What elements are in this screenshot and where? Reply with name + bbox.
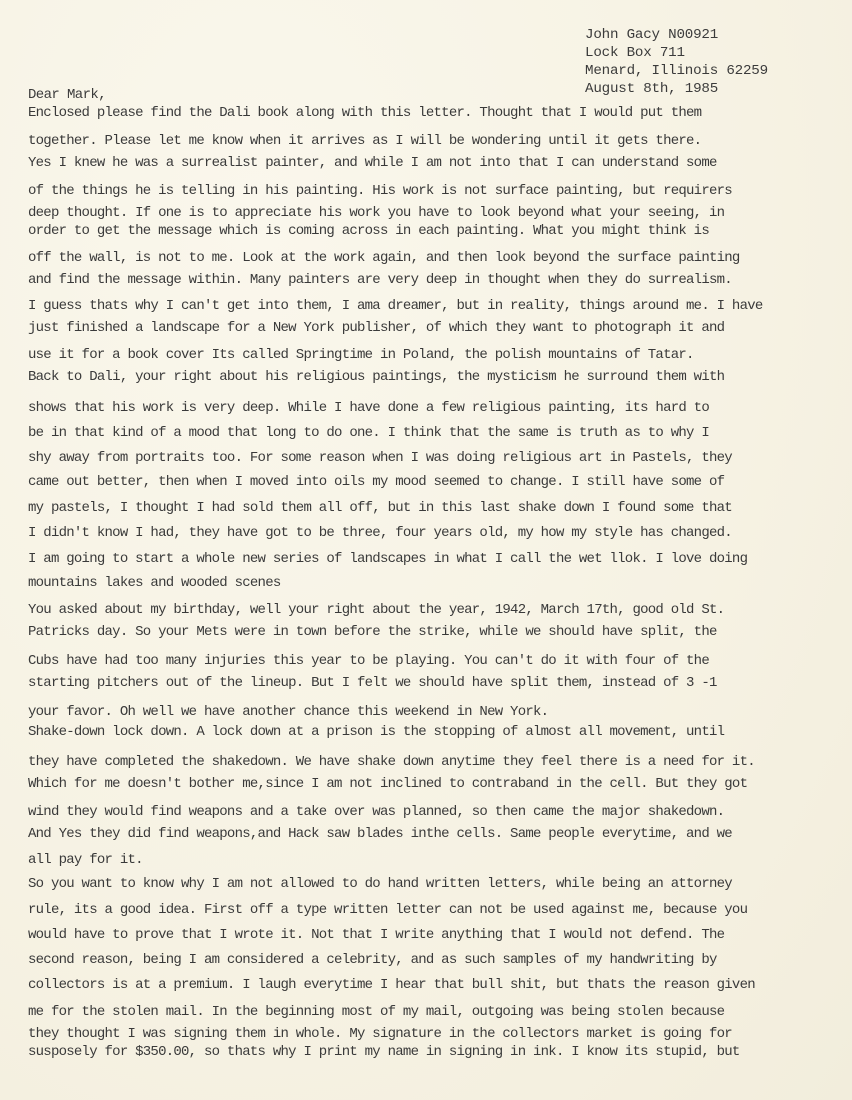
sender-box-line: Lock Box 711 <box>585 45 685 61</box>
body-line: came out better, then when I moved into oils my mood seemed to change. I still have some of <box>28 474 725 490</box>
body-line: Back to Dali, your right about his religious paintings, the mysticism he surround them with <box>28 369 725 385</box>
body-line: Patricks day. So your Mets were in town before the strike, while we should have split, the <box>28 624 717 640</box>
body-line: of the things he is telling in his painting. His work is not surface painting, but requirers <box>28 183 732 199</box>
body-line: And Yes they did find weapons,and Hack saw blades inthe cells. Same people everytime, and we <box>28 826 732 842</box>
body-line: I didn't know I had, they have got to be three, four years old, my how my style has changed. <box>28 525 732 541</box>
body-line: starting pitchers out of the lineup. But I felt we should have split them, instead of 3 -1 <box>28 675 717 691</box>
body-line: wind they would find weapons and a take over was planned, so then came the major shakedown. <box>28 804 725 820</box>
body-line: deep thought. If one is to appreciate his work you have to look beyond what your seeing, in <box>28 205 725 221</box>
body-line: shy away from portraits too. For some reason when I was doing religious art in Pastels, they <box>28 450 732 466</box>
body-line: Enclosed please find the Dali book along with this letter. Thought that I would put them <box>28 105 702 121</box>
return-address-block <box>585 26 768 98</box>
body-line: second reason, being I am considered a celebrity, and as such samples of my handwriting by <box>28 952 717 968</box>
sender-name-line: John Gacy N00921 <box>585 27 719 43</box>
body-line: You asked about my birthday, well your right about the year, 1942, March 17th, good old St. <box>28 602 725 618</box>
body-line: would have to prove that I wrote it. Not that I write anything that I would not defend. The <box>28 927 725 943</box>
sender-city-line: Menard, Illinois 62259 <box>585 63 768 79</box>
body-line: rule, its a good idea. First off a type written letter can not be used against me, because you <box>28 902 748 918</box>
body-line: shows that his work is very deep. While I have done a few religious painting, its hard to <box>28 400 709 416</box>
body-line: susposely for $350.00, so thats why I print my name in signing in ink. I know its stupid, but <box>28 1044 740 1060</box>
body-line: use it for a book cover Its called Springtime in Poland, the polish mountains of Tatar. <box>28 347 694 363</box>
body-line: all pay for it. <box>28 852 143 868</box>
salutation: Dear Mark, <box>28 87 107 103</box>
body-line: mountains lakes and wooded scenes <box>28 575 281 591</box>
body-line: and find the message within. Many painters are very deep in thought when they do surrealism. <box>28 272 732 288</box>
body-line: I am going to start a whole new series of landscapes in what I call the wet llok. I love doing <box>28 551 748 567</box>
body-line: me for the stolen mail. In the beginning most of my mail, outgoing was being stolen because <box>28 1004 725 1020</box>
body-line: I guess thats why I can't get into them, I ama dreamer, but in reality, things around me. I have <box>28 298 763 314</box>
body-line: order to get the message which is coming across in each painting. What you might think is <box>28 223 709 239</box>
body-line: my pastels, I thought I had sold them all off, but in this last shake down I found some that <box>28 500 732 516</box>
body-line: Cubs have had too many injuries this year to be playing. You can't do it with four of the <box>28 653 709 669</box>
letter-date: August 8th, 1985 <box>585 81 719 97</box>
body-line: they thought I was signing them in whole. My signature in the collectors market is going for <box>28 1026 732 1042</box>
body-line: be in that kind of a mood that long to do one. I think that the same is truth as to why I <box>28 425 709 441</box>
body-line: together. Please let me know when it arrives as I will be wondering until it gets there. <box>28 133 702 149</box>
body-line: they have completed the shakedown. We have shake down anytime they feel there is a need for it. <box>28 754 755 770</box>
body-line: Shake-down lock down. A lock down at a prison is the stopping of almost all movement, until <box>28 724 725 740</box>
body-line: collectors is at a premium. I laugh everytime I hear that bull shit, but thats the reason given <box>28 977 755 993</box>
body-line: So you want to know why I am not allowed to do hand written letters, while being an attorney <box>28 876 732 892</box>
body-line: Yes I knew he was a surrealist painter, and while I am not into that I can understand some <box>28 155 717 171</box>
body-line: just finished a landscape for a New York publisher, of which they want to photograph it and <box>28 320 725 336</box>
body-line: your favor. Oh well we have another chance this weekend in New York. <box>28 704 549 720</box>
body-line: Which for me doesn't bother me,since I am not inclined to contraband in the cell. But they got <box>28 776 748 792</box>
body-line: off the wall, is not to me. Look at the work again, and then look beyond the surface painting <box>28 250 740 266</box>
